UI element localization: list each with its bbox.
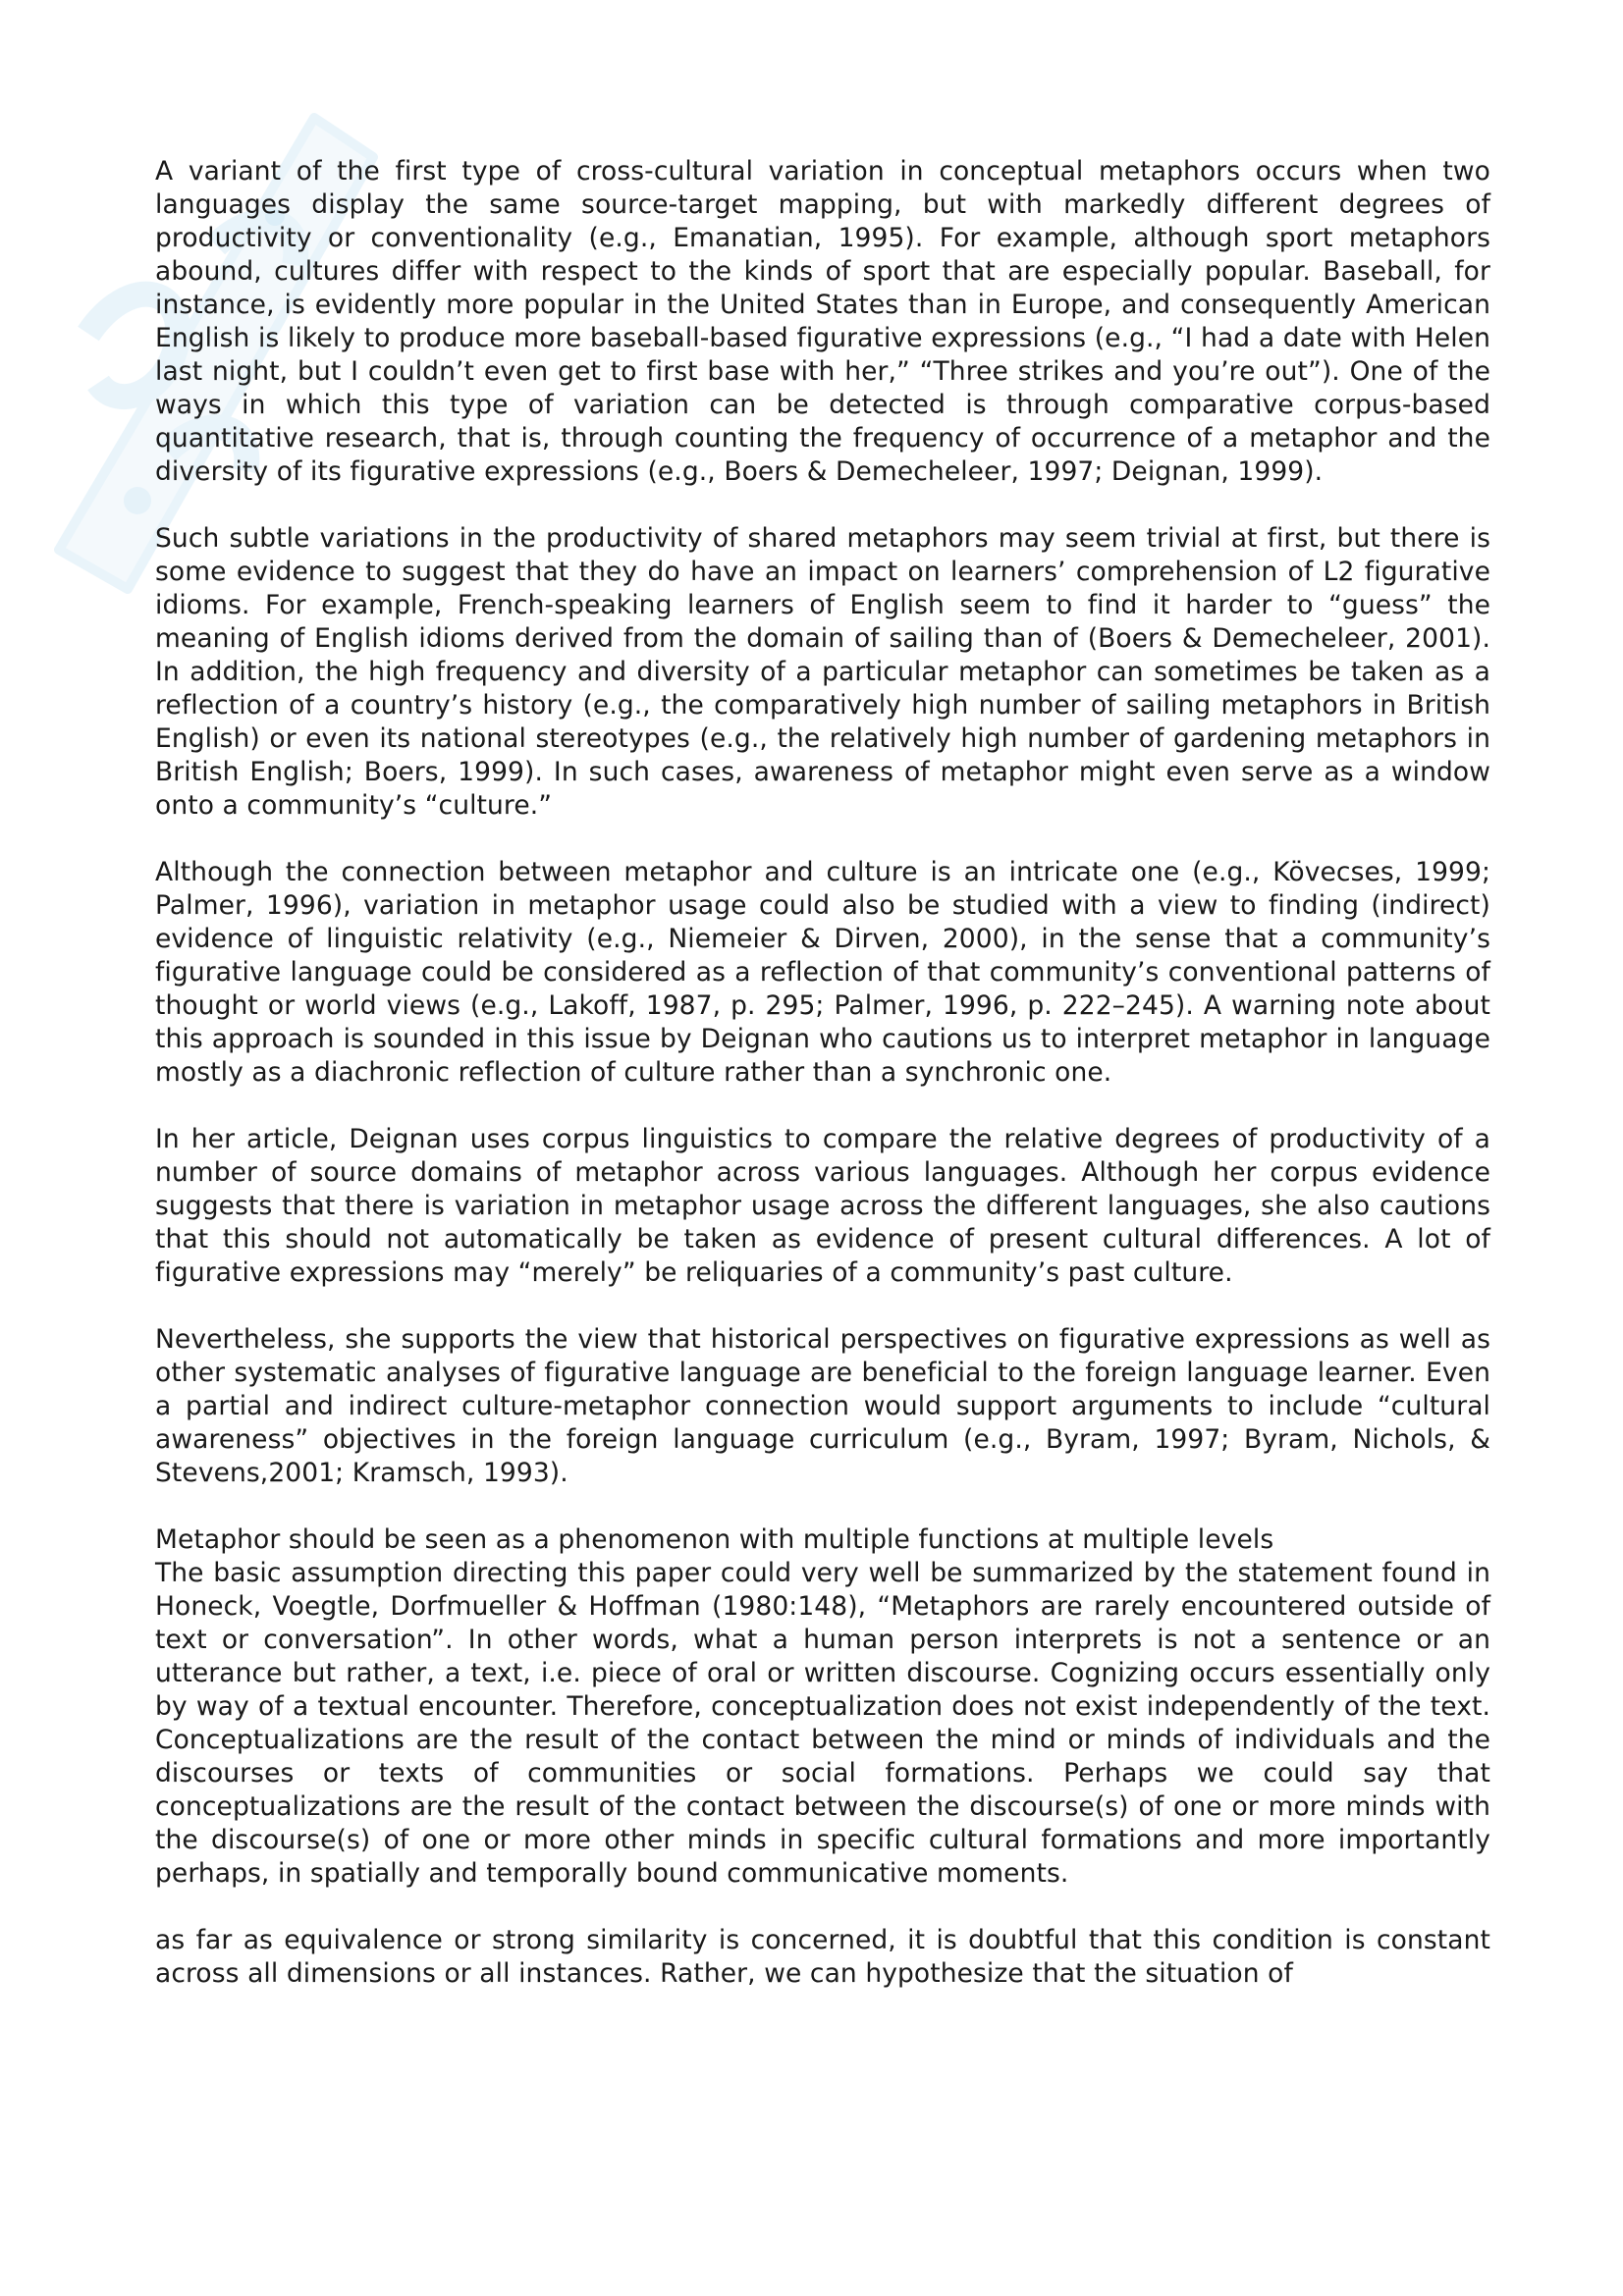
document-body: [155, 155, 1490, 2024]
section-heading: Metaphor should be seen as a phenomenon with multiple functions at multiple levels: [155, 1524, 1274, 1555]
paragraph-6: The basic assumption directing this paper could very well be summarized by the statement found in Honeck, Voegtle, Dorfmueller & Hoffman (1980:148), “Metaphors are rarely encountered outside of text or conversation”. In other words, what a human person interprets is not a sentence or an utterance but rather, a text, i.e. piece of oral or written discourse. Cognizing occurs essentially only by way of a textual encounter. Therefore, conceptualization does not exist independently of the text. Conceptualizations are the result of the contact between the mind or minds of individuals and the discourses or texts of communities or social formations. Perhaps we could say that conceptualizations are the result of the contact between the discourse(s) of one or more minds with the discourse(s) of one or more other minds in specific cultural formations and more importantly perhaps, in spatially and temporally bound communicative moments.: [155, 1558, 1490, 1889]
paragraph-4: In her article, Deignan uses corpus linguistics to compare the relative degrees of productivity of a number of source domains of metaphor across various languages. Although her corpus evidence suggests that there is variation in metaphor usage across the different languages, she also cautions that this should not automatically be taken as evidence of present cultural differences. A lot of figurative expressions may “merely” be reliquaries of a community’s past culture.: [155, 1124, 1490, 1288]
paragraph-3: Although the connection between metaphor and culture is an intricate one (e.g., Kövecses, 1999; Palmer, 1996), variation in metaphor usage could also be studied with a view to finding (indirect) evidence of linguistic relativity (e.g., Niemeier & Dirven, 2000), in the sense that a community’s figurative language could be considered as a reflection of that community’s conventional patterns of thought or world views (e.g., Lakoff, 1987, p. 295; Palmer, 1996, p. 222–245). A warning note about this approach is sounded in this issue by Deignan who cautions us to interpret metaphor in language mostly as a diachronic reflection of culture rather than a synchronic one.: [155, 857, 1490, 1088]
paragraph-2: Such subtle variations in the productivity of shared metaphors may seem trivial at first, but there is some evidence to suggest that they do have an impact on learners’ comprehension of L2 figurative idioms. For example, French-speaking learners of English seem to find it harder to “guess” the meaning of English idioms derived from the domain of sailing than of (Boers & Demecheleer, 2001). In addition, the high frequency and diversity of a particular metaphor can sometimes be taken as a reflection of a country’s history (e.g., the comparatively high number of sailing metaphors in British English) or even its national stereotypes (e.g., the relatively high number of gardening metaphors in British English; Boers, 1999). In such cases, awareness of metaphor might even serve as a window onto a community’s “culture.”: [155, 523, 1490, 821]
paragraph-1: A variant of the first type of cross-cultural variation in conceptual metaphors occurs when two languages display the same source-target mapping, but with markedly different degrees of productivity or conventionality (e.g., Emanatian, 1995). For example, although sport metaphors abound, cultures differ with respect to the kinds of sport that are especially popular. Baseball, for instance, is evidently more popular in the United States than in Europe, and consequently American English is likely to produce more baseball-based figurative expressions (e.g., “I had a date with Helen last night, but I couldn’t even get to first base with her,” “Three strikes and you’re out”). One of the ways in which this type of variation can be detected is through comparative corpus-based quantitative research, that is, through counting the frequency of occurrence of a metaphor and the diversity of its figurative expressions (e.g., Boers & Demecheleer, 1997; Deignan, 1999).: [155, 156, 1490, 487]
paragraph-7: as far as equivalence or strong similarity is concerned, it is doubtful that this condition is constant across all dimensions or all instances. Rather, we can hypothesize that the situation of: [155, 1925, 1490, 1989]
paragraph-5: Nevertheless, she supports the view that historical perspectives on figurative expressions as well as other systematic analyses of figurative language are beneficial to the foreign language learner. Even a partial and indirect culture-metaphor connection would support arguments to include “cultural awareness” objectives in the foreign language curriculum (e.g., Byram, 1997; Byram, Nichols, & Stevens,2001; Kramsch, 1993).: [155, 1324, 1490, 1488]
